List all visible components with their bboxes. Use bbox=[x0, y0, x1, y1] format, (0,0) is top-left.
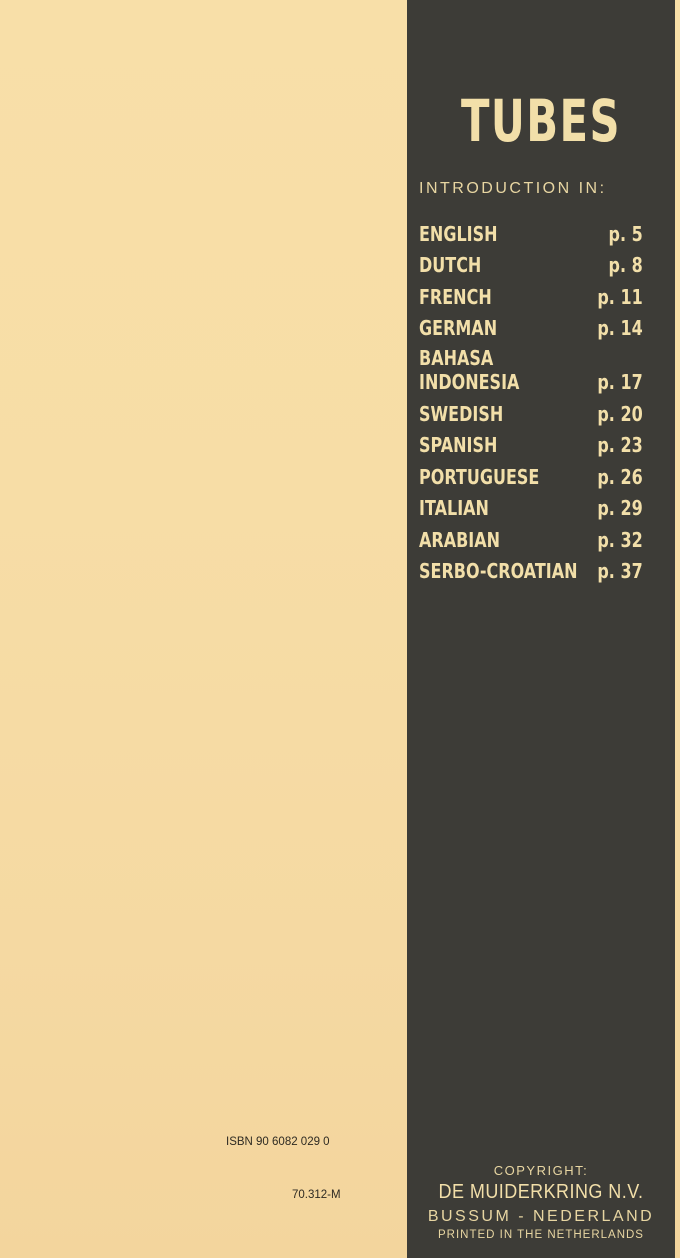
book-title: TUBES bbox=[460, 87, 622, 155]
toc-page: p. 11 bbox=[597, 284, 643, 309]
toc-page: p. 8 bbox=[608, 253, 643, 277]
toc-language: ENGLISH bbox=[419, 221, 498, 246]
toc-page: p. 14 bbox=[597, 316, 643, 340]
catalog-code: 70.312-M bbox=[292, 1189, 341, 1201]
isbn-number: ISBN 90 6082 029 0 bbox=[226, 1136, 330, 1148]
copyright-label: COPYRIGHT: bbox=[493, 1163, 589, 1178]
publisher-footer bbox=[407, 1163, 675, 1241]
toc-language: SPANISH bbox=[419, 433, 498, 457]
toc-entry-dutch bbox=[419, 246, 643, 278]
introduction-heading: INTRODUCTION IN: bbox=[419, 180, 607, 197]
toc-page: p. 23 bbox=[597, 433, 643, 457]
toc-page: p. 29 bbox=[597, 496, 643, 520]
toc-entry-swedish bbox=[419, 394, 643, 426]
toc-language: SWEDISH bbox=[419, 401, 504, 426]
toc-entry-german bbox=[419, 309, 643, 341]
language-index bbox=[419, 214, 643, 583]
toc-page: p. 20 bbox=[597, 401, 643, 426]
printed-in: PRINTED IN THE NETHERLANDS bbox=[438, 1229, 644, 1241]
publisher-location: BUSSUM - NEDERLAND bbox=[427, 1208, 655, 1225]
toc-entry-arabian bbox=[419, 520, 643, 552]
toc-page: p. 26 bbox=[597, 464, 643, 489]
toc-language: SERBO-CROATIAN bbox=[419, 559, 578, 583]
toc-entry-bahasa-indonesia bbox=[419, 340, 643, 394]
toc-language: PORTUGUESE bbox=[419, 464, 540, 489]
publisher-name: DE MUIDERKRING N.V. bbox=[438, 1181, 644, 1203]
toc-entry-french bbox=[419, 277, 643, 309]
toc-entry-serbo-croatian bbox=[419, 552, 643, 584]
toc-entry-spanish bbox=[419, 426, 643, 458]
toc-language: DUTCH bbox=[419, 253, 482, 277]
toc-entry-italian bbox=[419, 489, 643, 521]
toc-page: p. 5 bbox=[608, 221, 643, 246]
contents-panel bbox=[407, 0, 675, 1258]
toc-language: ARABIAN bbox=[419, 527, 501, 552]
toc-page: p. 17 bbox=[597, 370, 643, 394]
toc-language: BAHASA bbox=[419, 346, 494, 370]
toc-language: ITALIAN bbox=[419, 496, 489, 520]
toc-language: GERMAN bbox=[419, 316, 498, 340]
toc-page: p. 37 bbox=[597, 559, 643, 583]
toc-entry-portuguese bbox=[419, 457, 643, 489]
toc-language-line2: INDONESIA bbox=[419, 370, 520, 394]
toc-page: p. 32 bbox=[597, 527, 643, 552]
toc-language: FRENCH bbox=[419, 284, 492, 309]
toc-entry-english bbox=[419, 214, 643, 246]
